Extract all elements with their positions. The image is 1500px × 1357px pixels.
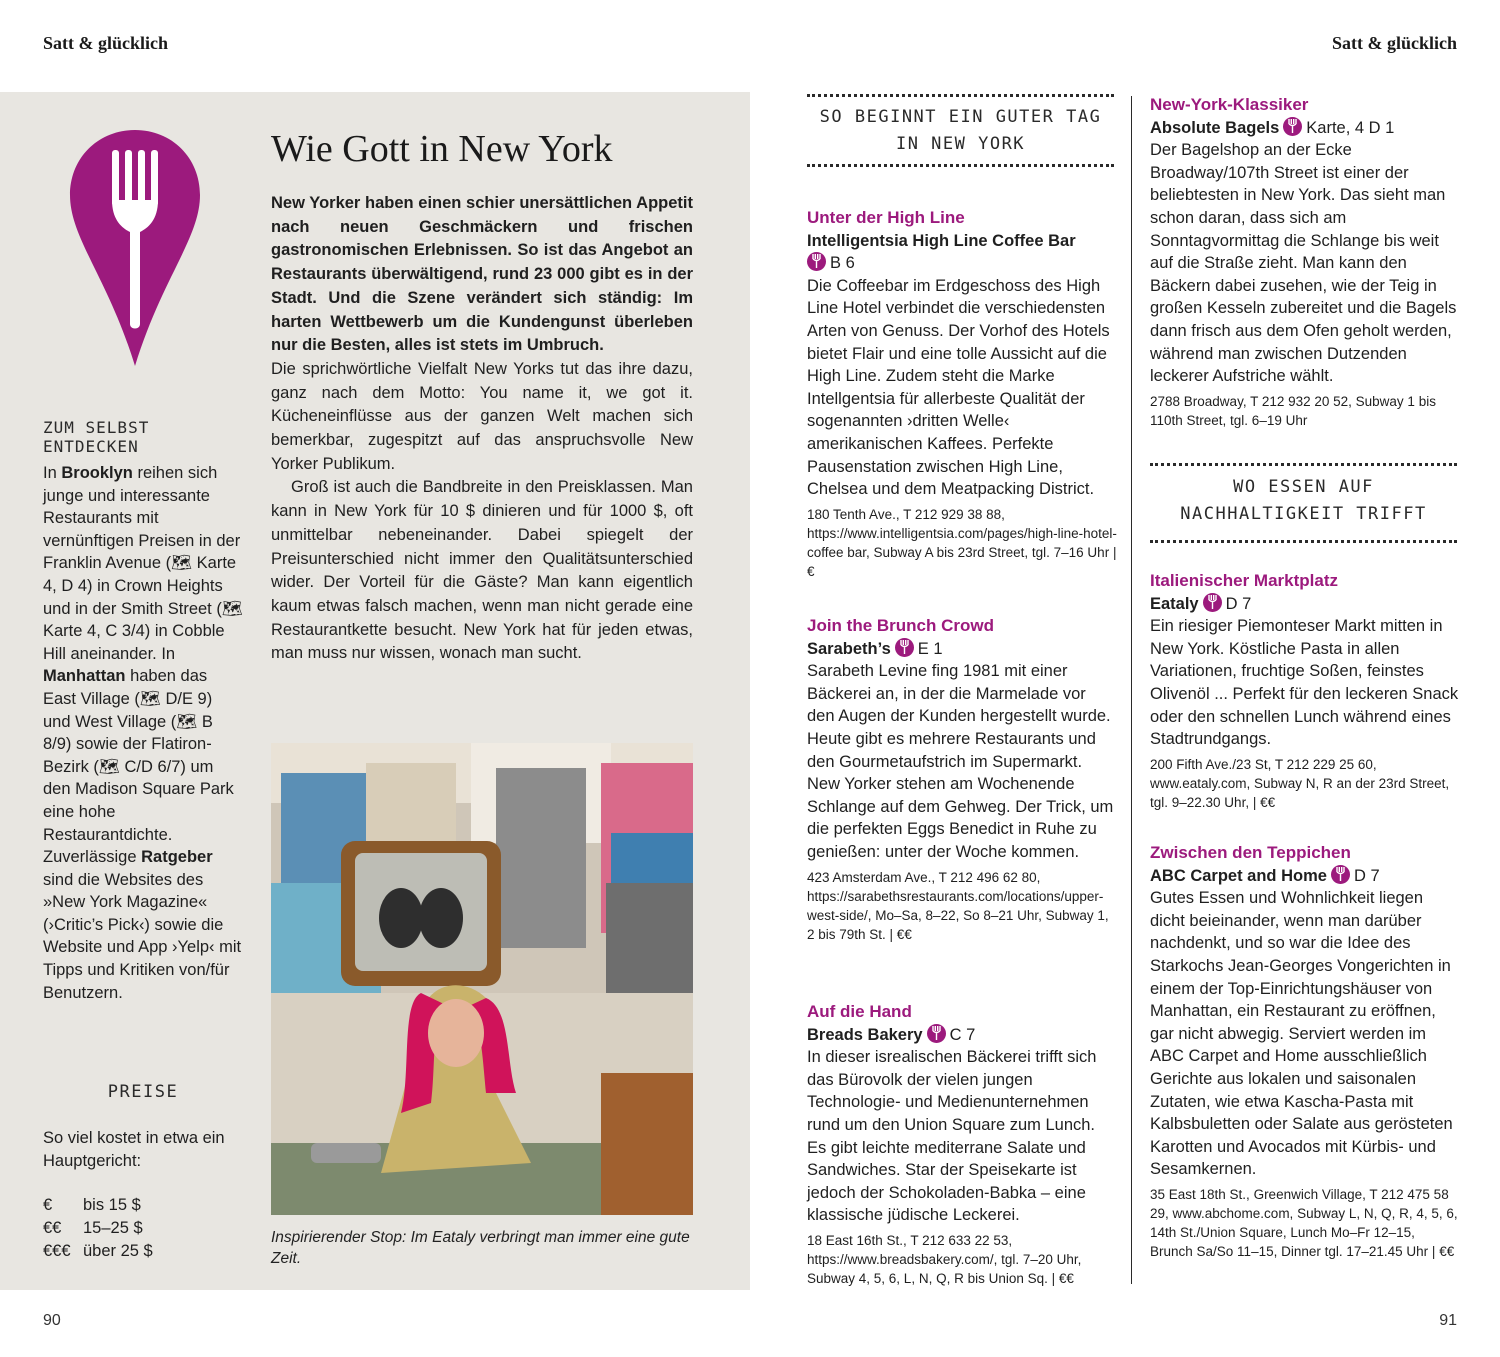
page-number-left: 90 <box>43 1312 61 1329</box>
entry-heading: New-York-Klassiker <box>1150 95 1309 114</box>
entry-address: 180 Tenth Ave., T 212 929 38 88, https://www.intelligentsia.com/pages/high-line-hotel-coffee bar, Subway A bis 23rd Street, tgl. 7–16 Uhr | € <box>807 506 1117 579</box>
entry-name: Eataly <box>1150 594 1199 613</box>
entry-address: 423 Amsterdam Ave., T 212 496 62 80, https://sarabethsrestaurants.com/locations/upper-west-side/, Mo–Sa, 8–22, So 8–21 Uhr, Subway 1, 2 bis 79th St. | €€ <box>807 869 1109 942</box>
page-number-right: 91 <box>1439 1312 1457 1329</box>
photo-caption: Inspirierender Stop: Im Eataly verbringt man immer eine gute Zeit. <box>271 1229 690 1267</box>
sidebar-title: ZUM SELBST ENTDECKEN <box>43 418 150 456</box>
divider <box>807 94 1114 97</box>
entry-heading: Zwischen den Teppichen <box>1150 843 1351 862</box>
entry-name: Breads Bakery <box>807 1025 923 1044</box>
entry-name: Absolute Bagels <box>1150 118 1280 137</box>
entry-heading: Join the Brunch Crowd <box>807 616 994 635</box>
preise-text: So viel kostet in etwa ein Hauptgericht: <box>43 1129 225 1170</box>
entry-body: Gutes Essen und Wohnlichkeit liegen dicht beieinander, wenn man darüber nachdenkt, und so war die Idee des Starkochs Jean-Georges Vongerichten in einem der Top-Einrichtungshäuser von Manhattan, ein Restaurant zu eröffnen, gar nicht abwegig. Serviert werden im ABC Carpet and Home ausschließlich Gerichte aus lokalen und saisonalen Zutaten, wie etwa Kascha-Pasta mit Kalbsbuletten oder Salate aus gerösteten Karotten und Avocados mit Kürbis- und Sesamkernen. <box>1150 889 1453 1179</box>
map-ref: B 6 <box>830 254 855 273</box>
entry-address: 18 East 16th St., T 212 633 22 53, https://www.breadsbakery.com/, tgl. 7–20 Uhr, Subway 4, 5, 6, L, N, Q, R bis Union Sq. | €€ <box>807 1232 1082 1286</box>
entry-name: ABC Carpet and Home <box>1150 866 1327 885</box>
map-icon: 🗺︎ <box>171 554 197 573</box>
fork-pin-icon <box>68 128 202 373</box>
divider <box>1150 463 1457 466</box>
preise-title: PREISE <box>107 1082 179 1102</box>
sidebar-text: In Brooklyn reihen sich junge und interessante Restaurants mit vernünftigen Preisen in der Franklin Avenue (🗺︎ Karte 4, D 4) in Crown Heights und in der Smith Street (🗺︎ Karte 4, C 3/4) in Cobble Hill aneinander. In Manhattan haben das East Village (🗺︎ D/E 9) und West Village (🗺︎ B 8/9) sowie der Flatiron-Bezirk (🗺︎ C/D 6/7) um den Madison Square Park eine hohe Restaurantdichte. Zuverlässige Ratgeber sind die Websites des »New York Magazine« (›Critic’s Pick‹) sowie die Website und App ›Yelp‹ mit Tipps und Kritiken von/für Benutzern. <box>43 464 243 1002</box>
column-rule <box>1131 96 1132 1284</box>
divider <box>1150 540 1457 543</box>
fork-badge-icon <box>807 252 826 271</box>
map-ref: C 7 <box>949 1025 976 1044</box>
restaurant-entry <box>807 207 1117 581</box>
map-icon: 🗺︎ <box>139 689 166 708</box>
entry-heading: Italienischer Marktplatz <box>1150 571 1339 590</box>
map-ref: Karte, 4 D 1 <box>1306 118 1395 137</box>
fork-badge-icon <box>1331 865 1350 884</box>
fork-badge-icon <box>927 1024 946 1043</box>
entry-address: 2788 Broadway, T 212 932 20 52, Subway 1 bis 110th Street, tgl. 6–19 Uhr <box>1150 393 1436 428</box>
box-title: WO ESSEN AUF NACHHALTIGKEIT TRIFFT <box>1180 477 1427 524</box>
restaurant-entry <box>807 615 1117 944</box>
restaurant-entry <box>807 1001 1117 1288</box>
restaurant-photo <box>271 743 693 1215</box>
entry-heading: Auf die Hand <box>807 1002 912 1021</box>
entry-body: Die Coffeebar im Erdgeschoss des High Line Hotel verbindet die verschiedensten Arten von Genuss. Der Vorhof des Hotels bietet Flair und eine tolle Aussicht auf die High Line. Zudem steht die Marke Intellgentsia für allerbeste Qualität der sogenannten ›dritten Welle‹ amerikanischen Kaffees. Perfekte Pausenstation zwischen High Line, Chelsea und dem Meatpacking District. <box>807 276 1110 499</box>
entry-body: In dieser isrealischen Bäckerei trifft sich das Bürovolk der vielen jungen Technologie- und Medienunternehmen rund um den Union Square zum Lunch. Es gibt leichte mediterrane Salate und Sandwiches. Star der Speisekarte ist jedoch der Schokoladen-Babka – eine klassische jüdische Leckerei. <box>807 1048 1097 1225</box>
entry-body: Der Bagelshop an der Ecke Broadway/107th Street ist einer der beliebtesten in New York. Das sieht man schon daran, dass sich am Sonntagvormittag die Schlange bis weit auf die Straße zieht. Man kann den Bäckern dabei zusehen, wie der Teig in großen Kesseln zubereitet und die Bagels dann frisch aus dem Ofen geholt werden, während man zwischen Dutzenden leckerer Aufstriche wählt. <box>1150 141 1457 386</box>
map-ref: D 7 <box>1353 866 1380 885</box>
map-icon: 🗺︎ <box>221 599 243 618</box>
restaurant-entry <box>1150 570 1460 812</box>
map-icon: 🗺︎ <box>176 712 202 731</box>
entry-address: 200 Fifth Ave./23 St, T 212 229 25 60, www.eataly.com, Subway N, R an der 23rd Street, tgl. 9–22.30 Uhr, | €€ <box>1150 756 1450 810</box>
fork-badge-icon <box>1203 593 1222 612</box>
intro-paragraph: Die sprichwörtliche Vielfalt New Yorks tut das ihre dazu, ganz nach dem Motto: You name it, we got it. Kücheneinflüsse aus der ganzen Welt machen sich bemerkbar, zugespitzt auf das anspruchsvolle New Yorker Publikum. <box>271 359 693 473</box>
entry-name: Sarabeth’s <box>807 639 891 658</box>
entry-body: Sarabeth Levine fing 1981 mit einer Bäckerei an, in der die Marmelade vor den Augen der Kunden hergestellt wurde. Heute gibt es mehrere Restaurants und den Gourmetaufstrich im Supermarkt. New Yorker stehen am Wochenende Schlange auf dem Gehweg. Der Trick, um die perfekten Eggs Benedict in Ruhe zu genießen: unter der Woche kommen. <box>807 662 1114 861</box>
entry-name: Intelligentsia High Line Coffee Bar <box>807 231 1076 250</box>
divider <box>807 164 1114 167</box>
price-row: € bis 15 $ <box>43 1196 141 1214</box>
intro-text <box>271 192 693 666</box>
restaurant-entry <box>1150 94 1460 430</box>
intro-paragraph: Groß ist auch die Bandbreite in den Preisklassen. Man kann in New York für 10 $ dinieren und für 1000 $, oft unmittelbar nebeneinander. Dabei spiegelt der Preisunterschied nicht immer den Qualitätsunterschied wider. Der Vorteil für die Gäste? Man kann eigentlich kaum etwas falsch machen, wenn man nicht gerade eine Restaurantkette besucht. New York hat für jeden etwas, man muss nur wissen, wonach man sucht. <box>271 478 693 663</box>
entry-address: 35 East 18th St., Greenwich Village, T 212 475 58 29, www.abchome.com, Subway L, N, Q, R, 4, 5, 6, 14th St./Union Square, Lunch Mo–Fr 12–15, Brunch Sa/So 11–15, Dinner tgl. 17–21.45 Uhr | €€ <box>1150 1186 1458 1259</box>
map-ref: E 1 <box>917 639 943 658</box>
fork-badge-icon <box>1283 117 1302 136</box>
map-ref: D 7 <box>1225 594 1252 613</box>
box-title: SO BEGINNT EIN GUTER TAG IN NEW YORK <box>819 107 1102 154</box>
entry-heading: Unter der High Line <box>807 208 965 227</box>
restaurant-entry <box>1150 842 1460 1261</box>
running-head-left: Satt & glücklich <box>43 33 169 53</box>
entry-body: Ein riesiger Piemonteser Markt mitten in New York. Köstliche Pasta in allen Variationen, fruchtige Soßen, feinstes Olivenöl ... Perfekt für den leckeren Snack oder den schnellen Lunch während eines Stadtrundgangs. <box>1150 617 1459 749</box>
price-row: €€€ über 25 $ <box>43 1242 153 1260</box>
intro-lead: New Yorker haben einen schier unersättlichen Appetit nach neuen Geschmäckern und frischen gastronomischen Erlebnissen. So ist das Angebot an Restaurants überwältigend, rund 23 000 gibt es in der Stadt. Und die Szene verändert sich ständig: Im harten Wettbewerb um die Kundengunst überleben nur die Besten, alles ist stets im Umbruch. <box>271 194 693 355</box>
page-title: Wie Gott in New York <box>271 128 613 170</box>
price-row: €€ 15–25 $ <box>43 1219 143 1237</box>
map-icon: 🗺︎ <box>98 757 125 776</box>
running-head-right: Satt & glücklich <box>1331 33 1457 53</box>
fork-badge-icon <box>895 638 914 657</box>
